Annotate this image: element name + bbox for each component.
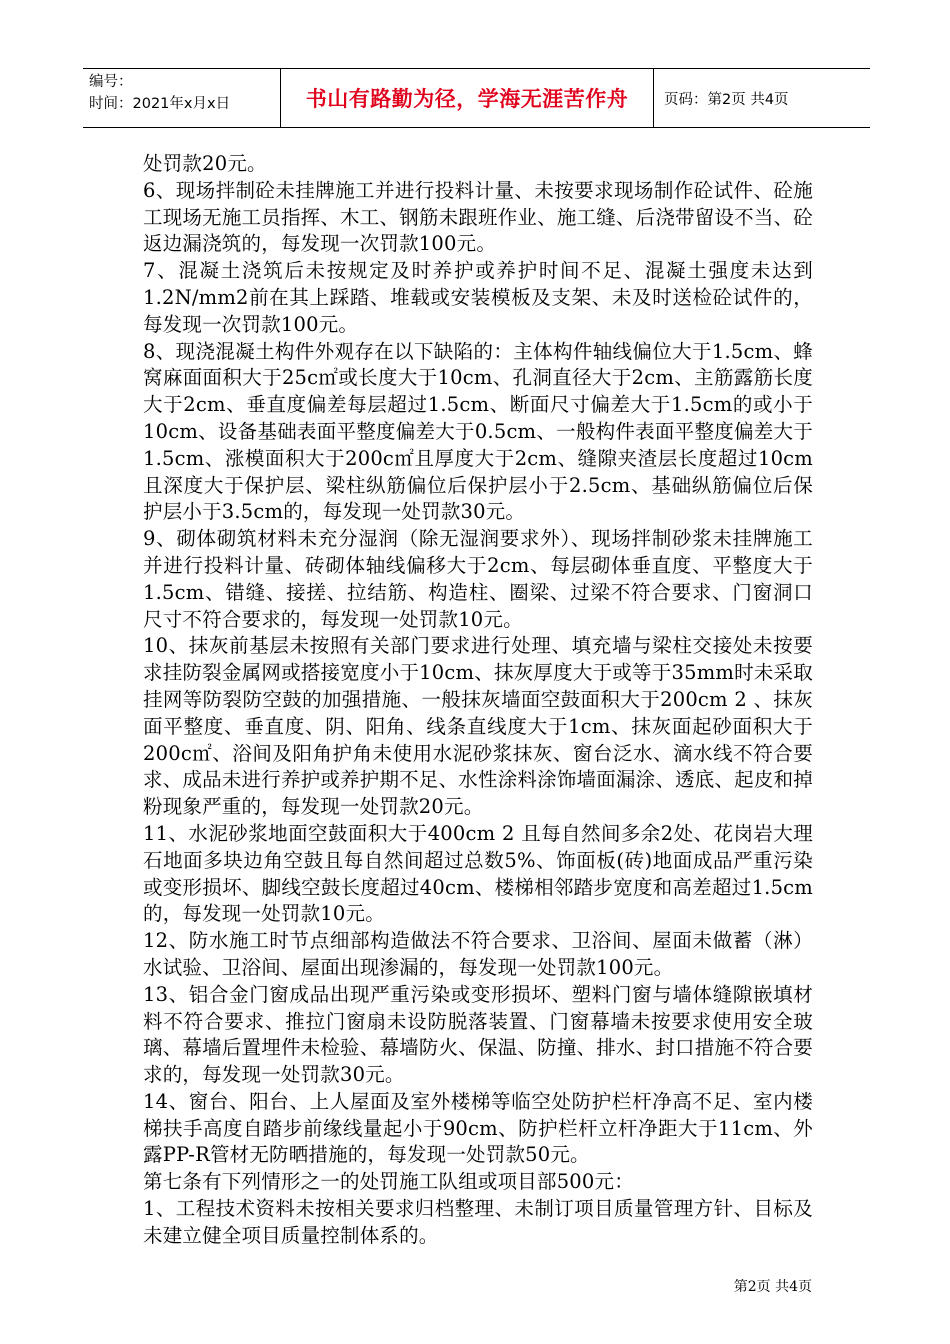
date-label: 时间：2021年x月x日 <box>89 96 231 112</box>
paragraph: 第七条有下列情形之一的处罚施工队组或项目部500元： <box>143 1170 634 1194</box>
paragraph: 9、砌体砌筑材料未充分湿润（除无湿润要求外）、现场拌制砂浆未挂牌施工并进行投料计量、砖砌体轴线偏移大于2cm、每层砌体垂直度、平整度大于1.5cm、错缝、接搓、拉结筋、构造柱、圈梁、过梁不符合要求、门窗洞口尺寸不符合要求的，每发现一处罚款10元。 <box>143 527 813 631</box>
paragraph: 14、窗台、阳台、上人屋面及室外楼梯等临空处防护栏杆净高不足、室内楼梯扶手高度自踏步前缘线量起小于90cm、防护栏杆立杆净距大于11cm、外露PP-R管材无防晒措施的，每发现一处罚款50元。 <box>143 1089 813 1167</box>
document-body <box>143 151 813 1250</box>
footer-page-number: 第2页 共4页 <box>733 1279 812 1295</box>
header-motto: 书山有路勤为径，学海无涯苦作舟 <box>281 69 654 127</box>
paragraph: 7、混凝土浇筑后未按规定及时养护或养护时间不足、混凝土强度未达到1.2N/mm2前在其上踩踏、堆载或安装模板及支架、未及时送检砼试件的，每发现一次罚款100元。 <box>143 259 813 336</box>
paragraph: 13、铝合金门窗成品出现严重污染或变形损坏、塑料门窗与墙体缝隙嵌填材料不符合要求、推拉门窗扇未设防脱落装置、门窗幕墙未按要求使用安全玻璃、幕墙后置埋件未检验、幕墙防火、保温、防撞、排水、封口措施不符合要求的，每发现一处罚款30元。 <box>143 982 813 1087</box>
paragraph: 10、抹灰前基层未按照有关部门要求进行处理、填充墙与梁柱交接处未按要求挂防裂金属网或搭接宽度小于10cm、抹灰厚度大于或等于35mm时未采取挂网等防裂防空鼓的加强措施、一般抹灰墙面空鼓面积大于200cm 2 、抹灰面平整度、垂直度、阴、阳角、线条直线度大于1cm、抹灰面起砂面积大于200c㎡、浴间及阳角护角未使用水泥砂浆抹灰、窗台泛水、滴水线不符合要求、成品未进行养护或养护期不足、水性涂料涂饰墙面漏涂、透底、起皮和掉粉现象严重的，每发现一处罚款20元。 <box>143 634 813 819</box>
serial-label: 编号： <box>89 74 133 90</box>
paragraph: 1、工程技术资料未按相关要求归档整理、未制订项目质量管理方针、目标及未建立健全项目质量控制体系的。 <box>143 1197 813 1247</box>
paragraph: 12、防水施工时节点细部构造做法不符合要求、卫浴间、屋面未做蓄（淋）水试验、卫浴间、屋面出现渗漏的，每发现一处罚款100元。 <box>143 929 813 979</box>
header-page-label: 页码：第2页 共4页 <box>664 91 789 108</box>
paragraph: 处罚款20元。 <box>143 152 267 175</box>
page-header <box>83 68 870 128</box>
header-meta <box>83 69 281 127</box>
paragraph: 8、现浇混凝土构件外观存在以下缺陷的：主体构件轴线偏位大于1.5cm、蜂窝麻面面积大于25c㎡或长度大于10cm、孔洞直径大于2cm、主筋露筋长度大于2cm、垂直度偏差每层超过1.5cm、断面尺寸偏差大于1.5cm的或小于10cm、设备基础表面平整度偏差大于0.5cm、一般构件表面平整度偏差大于1.5cm、涨模面积大于200c㎡且厚度大于2cm、缝隙夹渣层长度超过10cm且深度大于保护层、梁柱纵筋偏位后保护层小于2.5cm、基础纵筋偏位后保护层小于3.5cm的，每发现一处罚款30元。 <box>143 339 813 524</box>
paragraph: 11、水泥砂浆地面空鼓面积大于400cm 2 且每自然间多余2处、花岗岩大理石地面多块边角空鼓且每自然间超过总数5%、饰面板(砖)地面成品严重污染或变形损坏、脚线空鼓长度超过40cm、楼梯相邻踏步宽度和高差超过1.5cm的，每发现一处罚款10元。 <box>143 821 813 926</box>
paragraph: 6、现场拌制砼未挂牌施工并进行投料计量、未按要求现场制作砼试件、砼施工现场无施工员指挥、木工、钢筋未跟班作业、施工缝、后浇带留设不当、砼返边漏浇筑的，每发现一次罚款100元。 <box>143 178 813 256</box>
